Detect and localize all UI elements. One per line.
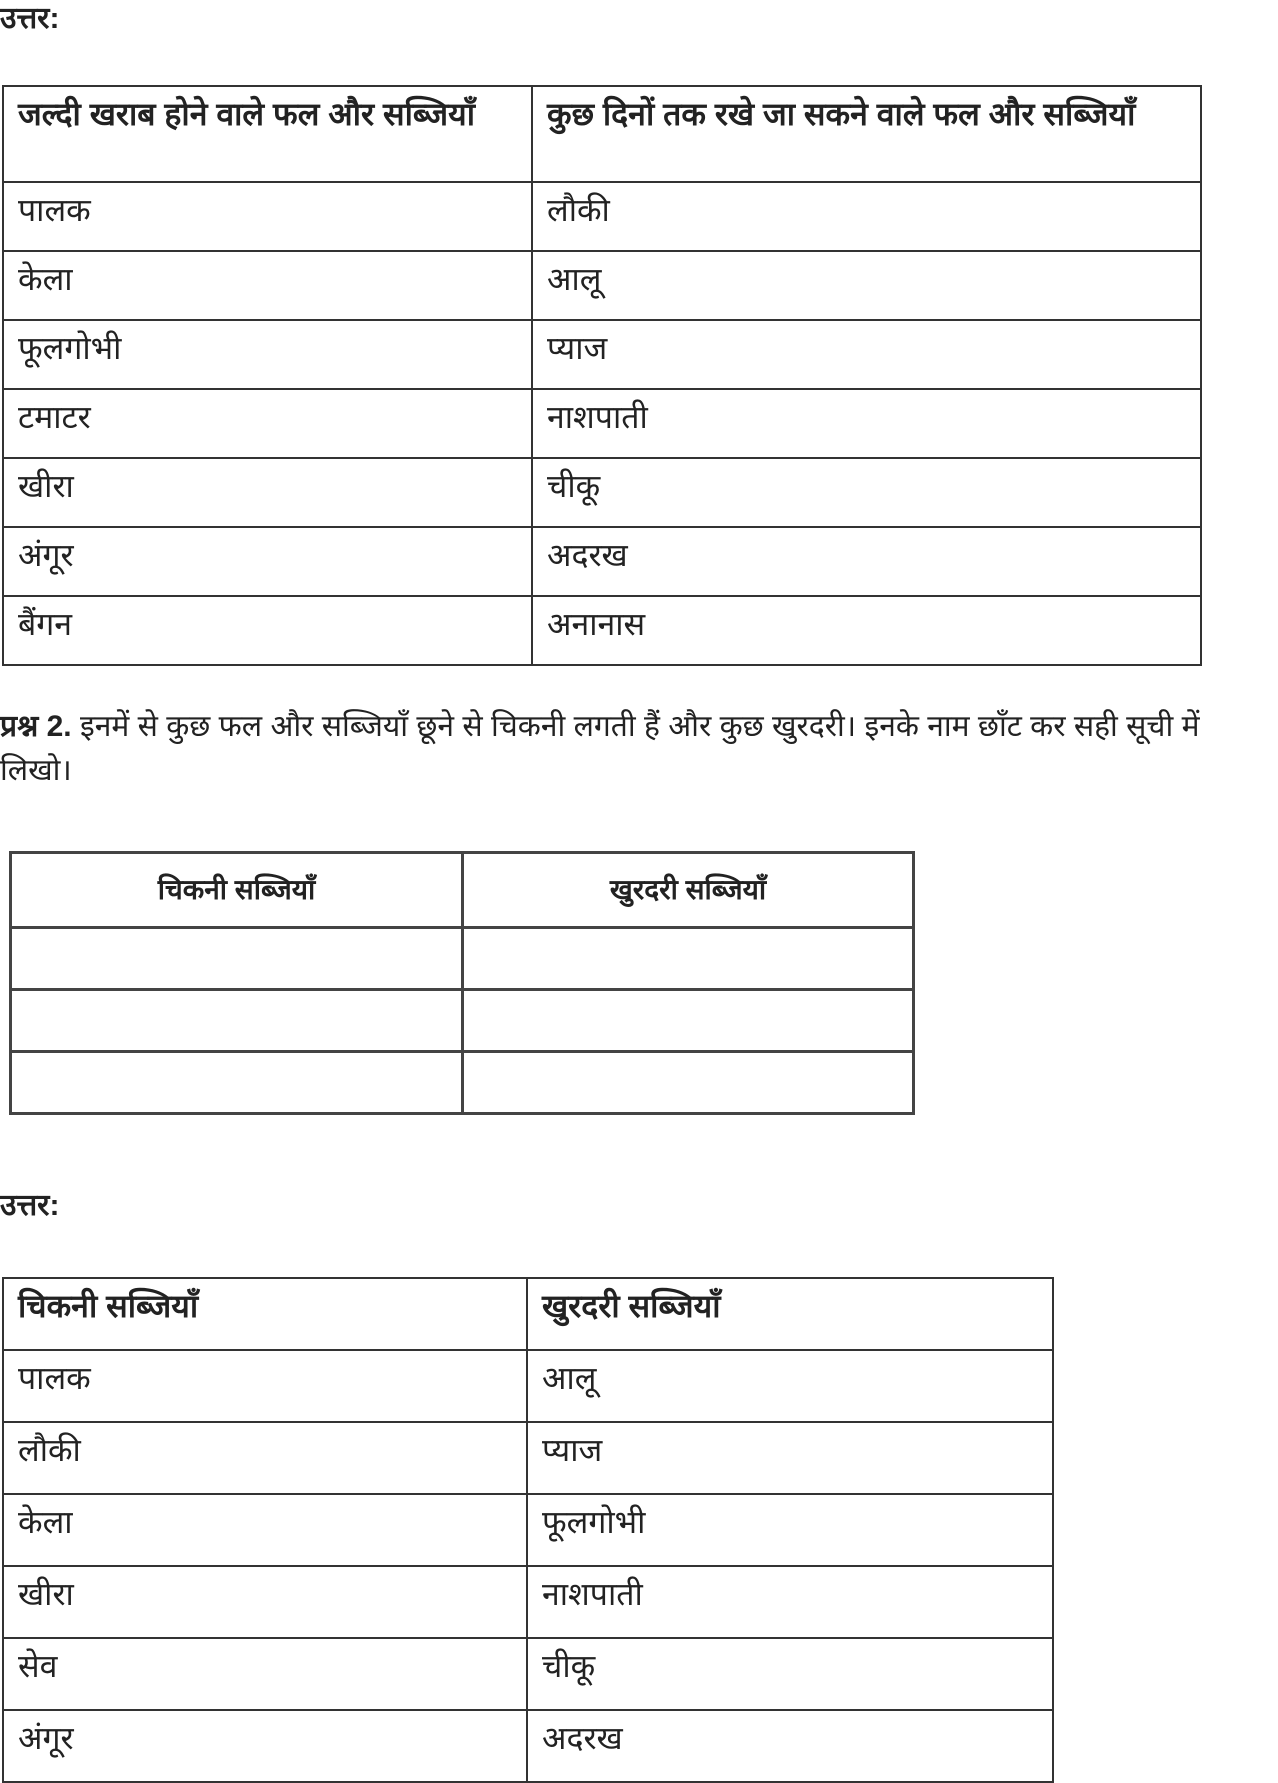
blank-cell — [11, 990, 463, 1052]
table-cell: केला — [3, 1494, 527, 1566]
answer-label-1: उत्तर: — [0, 2, 60, 35]
table-cell: टमाटर — [3, 389, 532, 458]
table-cell: सेव — [3, 1638, 527, 1710]
header-cell: खुरदरी सब्जियाँ — [527, 1278, 1053, 1350]
table-row — [3, 389, 1201, 458]
perishable-table — [2, 85, 1202, 666]
table-row — [3, 458, 1201, 527]
blank-cell — [11, 1052, 463, 1114]
table-row — [3, 1638, 1053, 1710]
question-number: प्रश्न 2. — [0, 710, 72, 743]
table-header-row — [11, 853, 914, 928]
header-cell: कुछ दिनों तक रखे जा सकने वाले फल और सब्जियाँ — [532, 86, 1201, 182]
table-cell: फूलगोभी — [527, 1494, 1053, 1566]
table-cell: फूलगोभी — [3, 320, 532, 389]
table-row — [3, 1350, 1053, 1422]
header-cell: चिकनी सब्जियाँ — [11, 853, 463, 928]
table-row — [3, 1422, 1053, 1494]
table-cell: प्याज — [527, 1422, 1053, 1494]
blank-cell — [463, 990, 914, 1052]
table-row — [11, 1052, 914, 1114]
question-text: इनमें से कुछ फल और सब्जियाँ छूने से चिकनी लगती हैं और कुछ खुरदरी। इनके नाम छाँट कर सही सूची में लिखो। — [0, 710, 1200, 787]
table-cell: नाशपाती — [527, 1566, 1053, 1638]
table-row — [3, 320, 1201, 389]
table-cell: अदरख — [532, 527, 1201, 596]
table-cell: खीरा — [3, 458, 532, 527]
table-row — [3, 251, 1201, 320]
table-cell: खीरा — [3, 1566, 527, 1638]
texture-answer-table — [2, 1277, 1054, 1783]
table-row — [3, 1710, 1053, 1782]
table-cell: आलू — [532, 251, 1201, 320]
table-cell: पालक — [3, 1350, 527, 1422]
table-row — [3, 596, 1201, 665]
table-row — [3, 527, 1201, 596]
table-row — [11, 928, 914, 990]
table-row — [3, 1494, 1053, 1566]
table-cell: प्याज — [532, 320, 1201, 389]
header-cell: चिकनी सब्जियाँ — [3, 1278, 527, 1350]
table-cell: अनानास — [532, 596, 1201, 665]
table-cell: अदरख — [527, 1710, 1053, 1782]
table-row — [3, 1566, 1053, 1638]
table-cell: बैंगन — [3, 596, 532, 665]
table-cell: आलू — [527, 1350, 1053, 1422]
blank-cell — [463, 1052, 914, 1114]
table-header-row — [3, 86, 1201, 182]
header-cell: खुरदरी सब्जियाँ — [463, 853, 914, 928]
table-row — [11, 990, 914, 1052]
question-2 — [0, 705, 1278, 793]
table-cell: लौकी — [532, 182, 1201, 251]
blank-cell — [11, 928, 463, 990]
table-cell: अंगूर — [3, 527, 532, 596]
table-header-row — [3, 1278, 1053, 1350]
table-cell: चीकू — [532, 458, 1201, 527]
table-cell: केला — [3, 251, 532, 320]
table-cell: लौकी — [3, 1422, 527, 1494]
table-row — [3, 182, 1201, 251]
answer-label-2: उत्तर: — [0, 1189, 60, 1222]
blank-cell — [463, 928, 914, 990]
table-cell: नाशपाती — [532, 389, 1201, 458]
table-cell: अंगूर — [3, 1710, 527, 1782]
table-cell: चीकू — [527, 1638, 1053, 1710]
table-cell: पालक — [3, 182, 532, 251]
blank-worksheet-table — [9, 851, 915, 1115]
header-cell: जल्दी खराब होने वाले फल और सब्जियाँ — [3, 86, 532, 182]
